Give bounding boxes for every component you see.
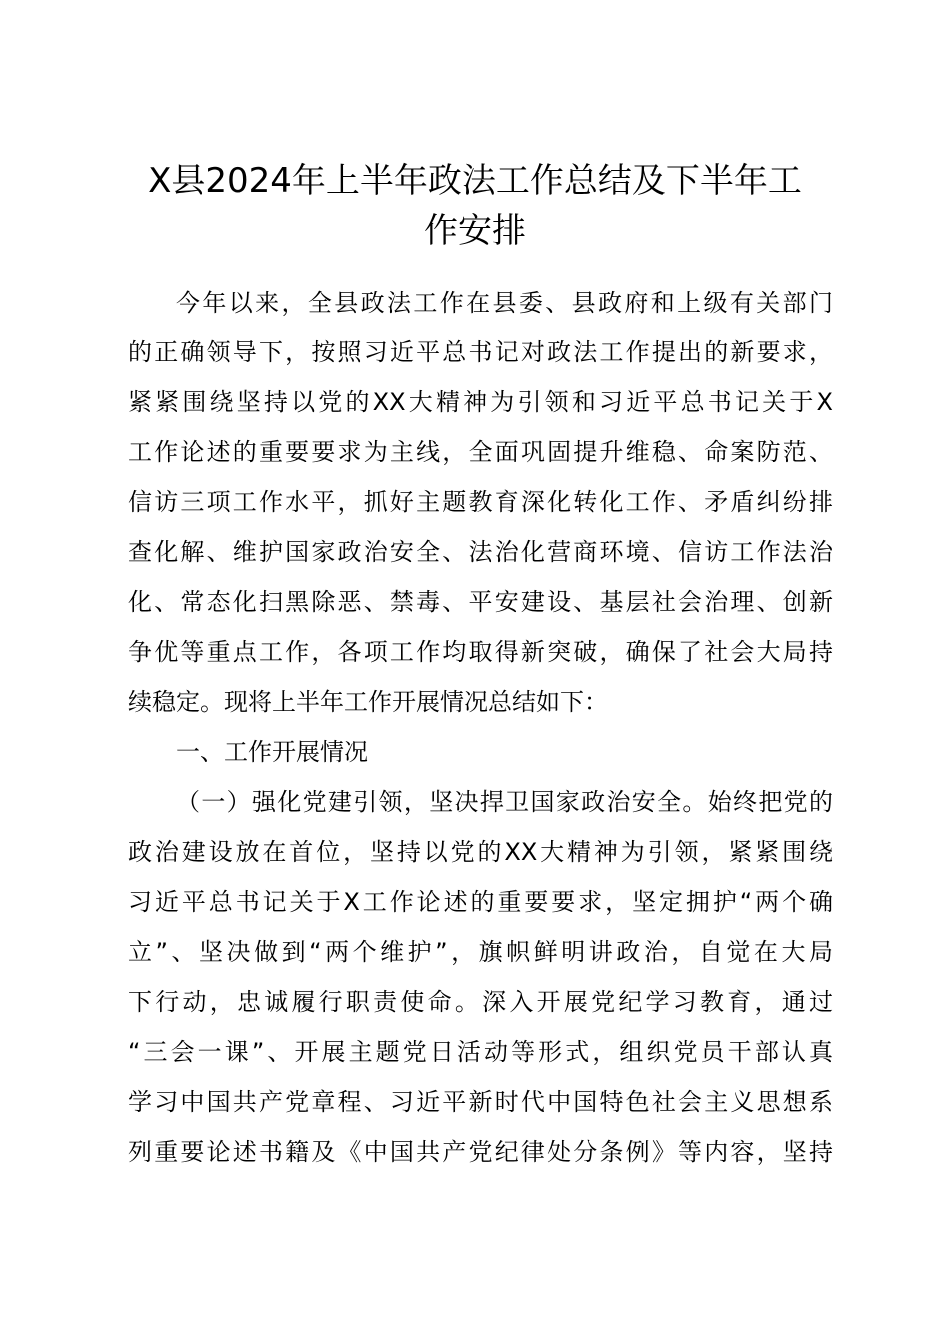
- body-line-3: 紧紧围绕坚持以党的XX大精神为引领和习近平总书记关于X: [128, 388, 833, 416]
- subsection-line-4: 立”、坚决做到“两个维护”，旗帜鲜明讲政治，自觉在大局: [128, 938, 833, 966]
- subsection-line-2: 政治建设放在首位，坚持以党的XX大精神为引领，紧紧围绕: [128, 838, 833, 866]
- body-line-1: 今年以来，全县政法工作在县委、县政府和上级有关部门: [176, 289, 833, 317]
- subsection-line-5: 下行动，忠诚履行职责使命。深入开展党纪学习教育，通过: [128, 988, 833, 1016]
- section-heading: 一、工作开展情况: [176, 738, 368, 766]
- subsection-line-6: “三会一课”、开展主题党日活动等形式，组织党员干部认真: [128, 1038, 833, 1066]
- body-line-8: 争优等重点工作，各项工作均取得新突破，确保了社会大局持: [128, 638, 833, 666]
- body-line-9: 续稳定。现将上半年工作开展情况总结如下：: [128, 688, 608, 716]
- body-line-5: 信访三项工作水平，抓好主题教育深化转化工作、矛盾纠纷排: [128, 488, 833, 516]
- body-line-2: 的正确领导下，按照习近平总书记对政法工作提出的新要求，: [128, 338, 833, 366]
- document-title-line-2: 作安排: [424, 211, 526, 251]
- body-line-6: 查化解、维护国家政治安全、法治化营商环境、信访工作法治: [128, 538, 833, 566]
- subsection-line-8: 列重要论述书籍及《中国共产党纪律处分条例》等内容，坚持: [128, 1138, 833, 1166]
- body-line-7: 化、常态化扫黑除恶、禁毒、平安建设、基层社会治理、创新: [128, 588, 833, 616]
- subsection-line-7: 学习中国共产党章程、习近平新时代中国特色社会主义思想系: [128, 1088, 833, 1116]
- subsection-line-1: （一）强化党建引领，坚决捍卫国家政治安全。始终把党的: [176, 788, 833, 816]
- subsection-line-3: 习近平总书记关于X工作论述的重要要求，坚定拥护“两个确: [128, 888, 833, 916]
- body-line-4: 工作论述的重要要求为主线，全面巩固提升维稳、命案防范、: [128, 438, 833, 466]
- document-title-line-1: X县2024年上半年政法工作总结及下半年工: [148, 161, 802, 201]
